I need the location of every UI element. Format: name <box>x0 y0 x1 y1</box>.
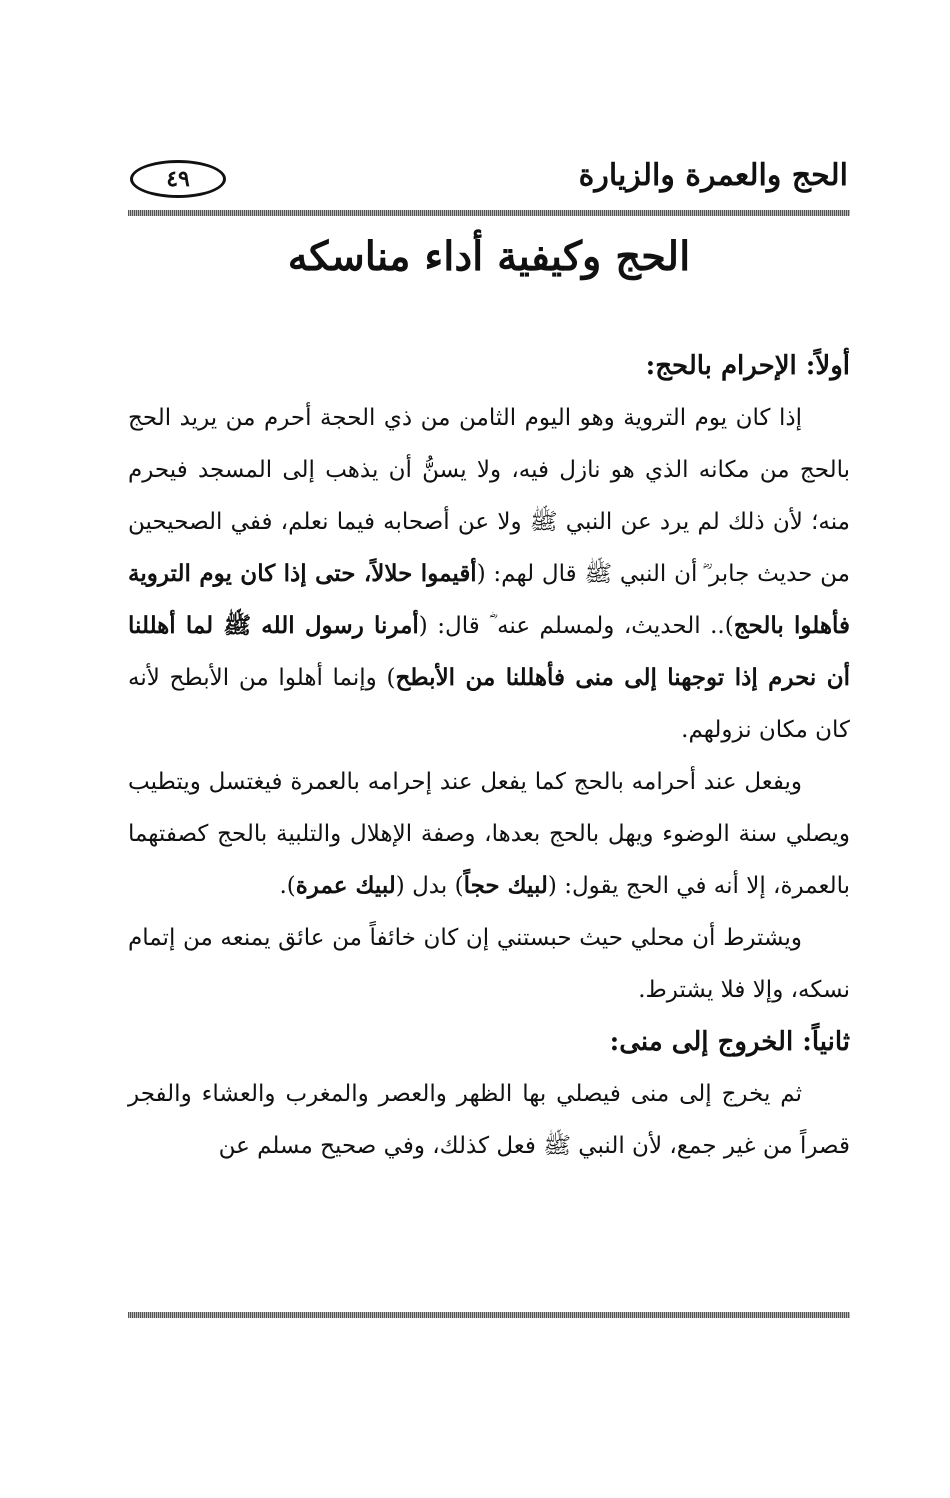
page-header <box>128 150 848 210</box>
talbiyah-hajj: لبيك حجاً <box>463 872 548 899</box>
header-rule <box>128 210 850 216</box>
paragraph-1-text-a: إذا كان يوم التروية وهو اليوم الثامن من ذي الحجة أحرم من يريد الحج بالحج من مكانه الذي هو نازل فيه، ولا يسنُّ أن يذهب إلى المسجد فيحرم منه؛ لأن ذلك لم يرد عن النبي ﷺ ولا عن أصحابه فيما نعلم، ففي الصحيحين من حديث جابر ؓ أن النبي ﷺ قال لهم: ( <box>128 405 850 587</box>
paragraph-1-text-c: ).. الحديث، ولمسلم عنه ؓ قال: ( <box>418 613 734 639</box>
chapter-title: الحج وكيفية أداء مناسكه <box>287 233 691 280</box>
section-1 <box>128 340 850 1172</box>
paragraph-3: ويشترط أن محلي حيث حبستني إن كان خائفاً من عائق يمنعه من إتمام نسكه، وإلا فلا يشترط. <box>128 925 850 1003</box>
running-title: الحج والعمرة والزيارة <box>578 158 848 193</box>
paragraph-1-text-e: ) وإنما أهلوا من الأبطح لأنه كان مكان نزولهم. <box>128 665 850 743</box>
paragraph-2-text-a: ويفعل عند أحرامه بالحج كما يفعل عند إحرامه بالعمرة فيغتسل ويتطيب ويصلي سنة الوضوء ويهل بالحج بعدها، وصفة الإهلال والتلبية بالحج كصفتهما بالعمرة، إلا أنه في الحج يقول: ( <box>128 769 850 899</box>
paragraph-2 <box>128 756 850 912</box>
hadith-quote-1: أقيموا حلالاً، حتى إذا كان يوم التروية فأهلوا بالحج <box>128 560 850 639</box>
section-1-heading: أولاً: الإحرام بالحج: <box>645 351 850 381</box>
paragraph-4: ثم يخرج إلى منى فيصلي بها الظهر والعصر والمغرب والعشاء والفجر قصراً من غير جمع، لأن النبي ﷺ فعل كذلك، وفي صحيح مسلم عن <box>128 1081 850 1159</box>
page-number: ٤٩ <box>130 160 226 198</box>
paragraph-2-text-c: ) بدل ( <box>395 873 464 899</box>
hadith-quote-2: أمرنا رسول الله ﷺ لما أهللنا أن نحرم إذا توجهنا إلى منى فأهللنا من الأبطح <box>128 612 851 691</box>
paragraph-2-text-e: ). <box>279 873 296 899</box>
paragraph-1 <box>128 392 850 756</box>
section-2-heading: ثانياً: الخروج إلى منى: <box>609 1027 850 1057</box>
talbiyah-umrah: لبيك عمرة <box>295 872 396 899</box>
footer-rule <box>128 1312 850 1318</box>
